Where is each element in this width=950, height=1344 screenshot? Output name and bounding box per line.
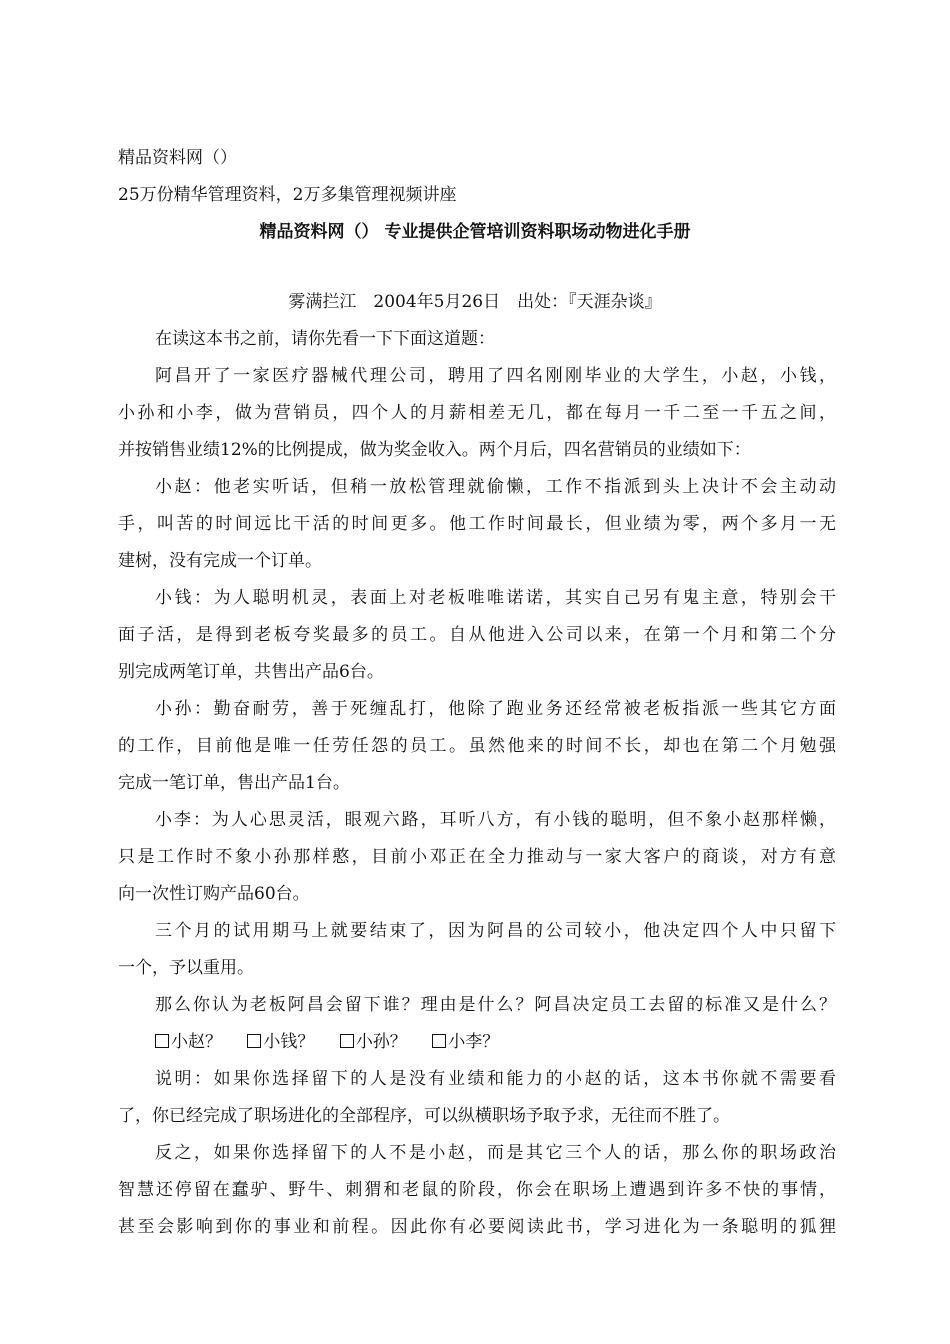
option-label: 小钱？ (263, 1032, 315, 1052)
option-label: 小孙？ (355, 1032, 407, 1052)
paragraph-line: 甚至会影响到你的事业和前程。因此你有必要阅读此书，学习进化为一条聪明的狐狸 (118, 1217, 836, 1237)
paragraph-line: 建树，没有完成一个订单。 (118, 551, 322, 571)
byline: 雾满拦江 2004年5月26日 出处：『天涯杂谈』 (288, 292, 662, 312)
paragraph-line: 了，你已经完成了职场进化的全部程序，可以纵横职场予取予求，无往而不胜了。 (118, 1106, 730, 1126)
option-qian[interactable] (247, 1032, 314, 1052)
checkbox-icon[interactable] (340, 1034, 354, 1048)
paragraph-line: 三个月的试用期马上就要结束了，因为阿昌的公司较小，他决定四个人中只留下 (155, 921, 836, 941)
paragraph-line: 小孙和小李，做为营销员，四个人的月薪相差无几，都在每月一千二至一千五之间， (118, 403, 836, 423)
checkbox-icon[interactable] (432, 1034, 446, 1048)
paragraph-line: 小钱：为人聪明机灵，表面上对老板唯唯诺诺，其实自己另有鬼主意，特别会干 (155, 588, 836, 608)
option-sun[interactable] (340, 1032, 407, 1052)
paragraph-line: 一个，予以重用。 (118, 958, 254, 978)
paragraph-line: 小赵：他老实听话，但稍一放松管理就偷懒，工作不指派到头上决计不会主动动 (155, 477, 836, 497)
checkbox-icon[interactable] (155, 1034, 169, 1048)
paragraph-line: 智慧还停留在蠢驴、野牛、刺猬和老鼠的阶段，你会在职场上遭遇到许多不快的事情， (118, 1180, 836, 1200)
paragraph-line: 反之，如果你选择留下的人不是小赵，而是其它三个人的话，那么你的职场政治 (155, 1143, 836, 1163)
option-label: 小李？ (448, 1032, 500, 1052)
option-label: 小赵？ (171, 1032, 222, 1052)
site-header: 精品资料网（） (118, 148, 237, 168)
paragraph-line: 向一次性订购产品60台。 (118, 884, 310, 904)
paragraph-line: 阿昌开了一家医疗器械代理公司，聘用了四名刚刚毕业的大学生，小赵，小钱， (155, 366, 836, 386)
checkbox-icon[interactable] (247, 1034, 261, 1048)
site-tagline: 25万份精华管理资料，2万多集管理视频讲座 (118, 185, 457, 205)
paragraph-line: 别完成两笔订单，共售出产品6台。 (118, 662, 384, 682)
paragraph-line: 并按销售业绩12%的比例提成，做为奖金收入。两个月后，四名营销员的业绩如下： (118, 440, 751, 460)
paragraph-line: 小孙：勤奋耐劳，善于死缠乱打，他除了跑业务还经常被老板指派一些其它方面 (155, 699, 836, 719)
paragraph-line: 面子活，是得到老板夸奖最多的员工。自从他进入公司以来，在第一个月和第二个分 (118, 625, 836, 645)
paragraph-line: 完成一笔订单，售出产品1台。 (118, 773, 350, 793)
paragraph-line: 只是工作时不象小孙那样憨，目前小邓正在全力推动与一家大客户的商谈，对方有意 (118, 847, 836, 867)
paragraph-line: 手，叫苦的时间远比干活的时间更多。他工作时间最长，但业绩为零，两个多月一无 (118, 514, 836, 534)
paragraph-line: 在读这本书之前，请你先看一下下面这道题： (155, 329, 495, 349)
option-zhao[interactable] (155, 1032, 222, 1052)
paragraph-line: 说明：如果你选择留下的人是没有业绩和能力的小赵的话，这本书你就不需要看 (155, 1069, 836, 1089)
paragraph-line: 小李：为人心思灵活，眼观六路，耳听八方，有小钱的聪明，但不象小赵那样懒， (155, 810, 836, 830)
answer-options (155, 1032, 519, 1052)
paragraph-line: 那么你认为老板阿昌会留下谁？理由是什么？阿昌决定员工去留的标准又是什么？ (155, 995, 836, 1015)
option-li[interactable] (432, 1032, 499, 1052)
paragraph-line: 的工作，目前他是唯一任劳任怨的员工。虽然他来的时间不长，却也在第二个月勉强 (118, 736, 836, 756)
document-title: 精品资料网（） 专业提供企管培训资料职场动物进化手册 (259, 222, 691, 242)
